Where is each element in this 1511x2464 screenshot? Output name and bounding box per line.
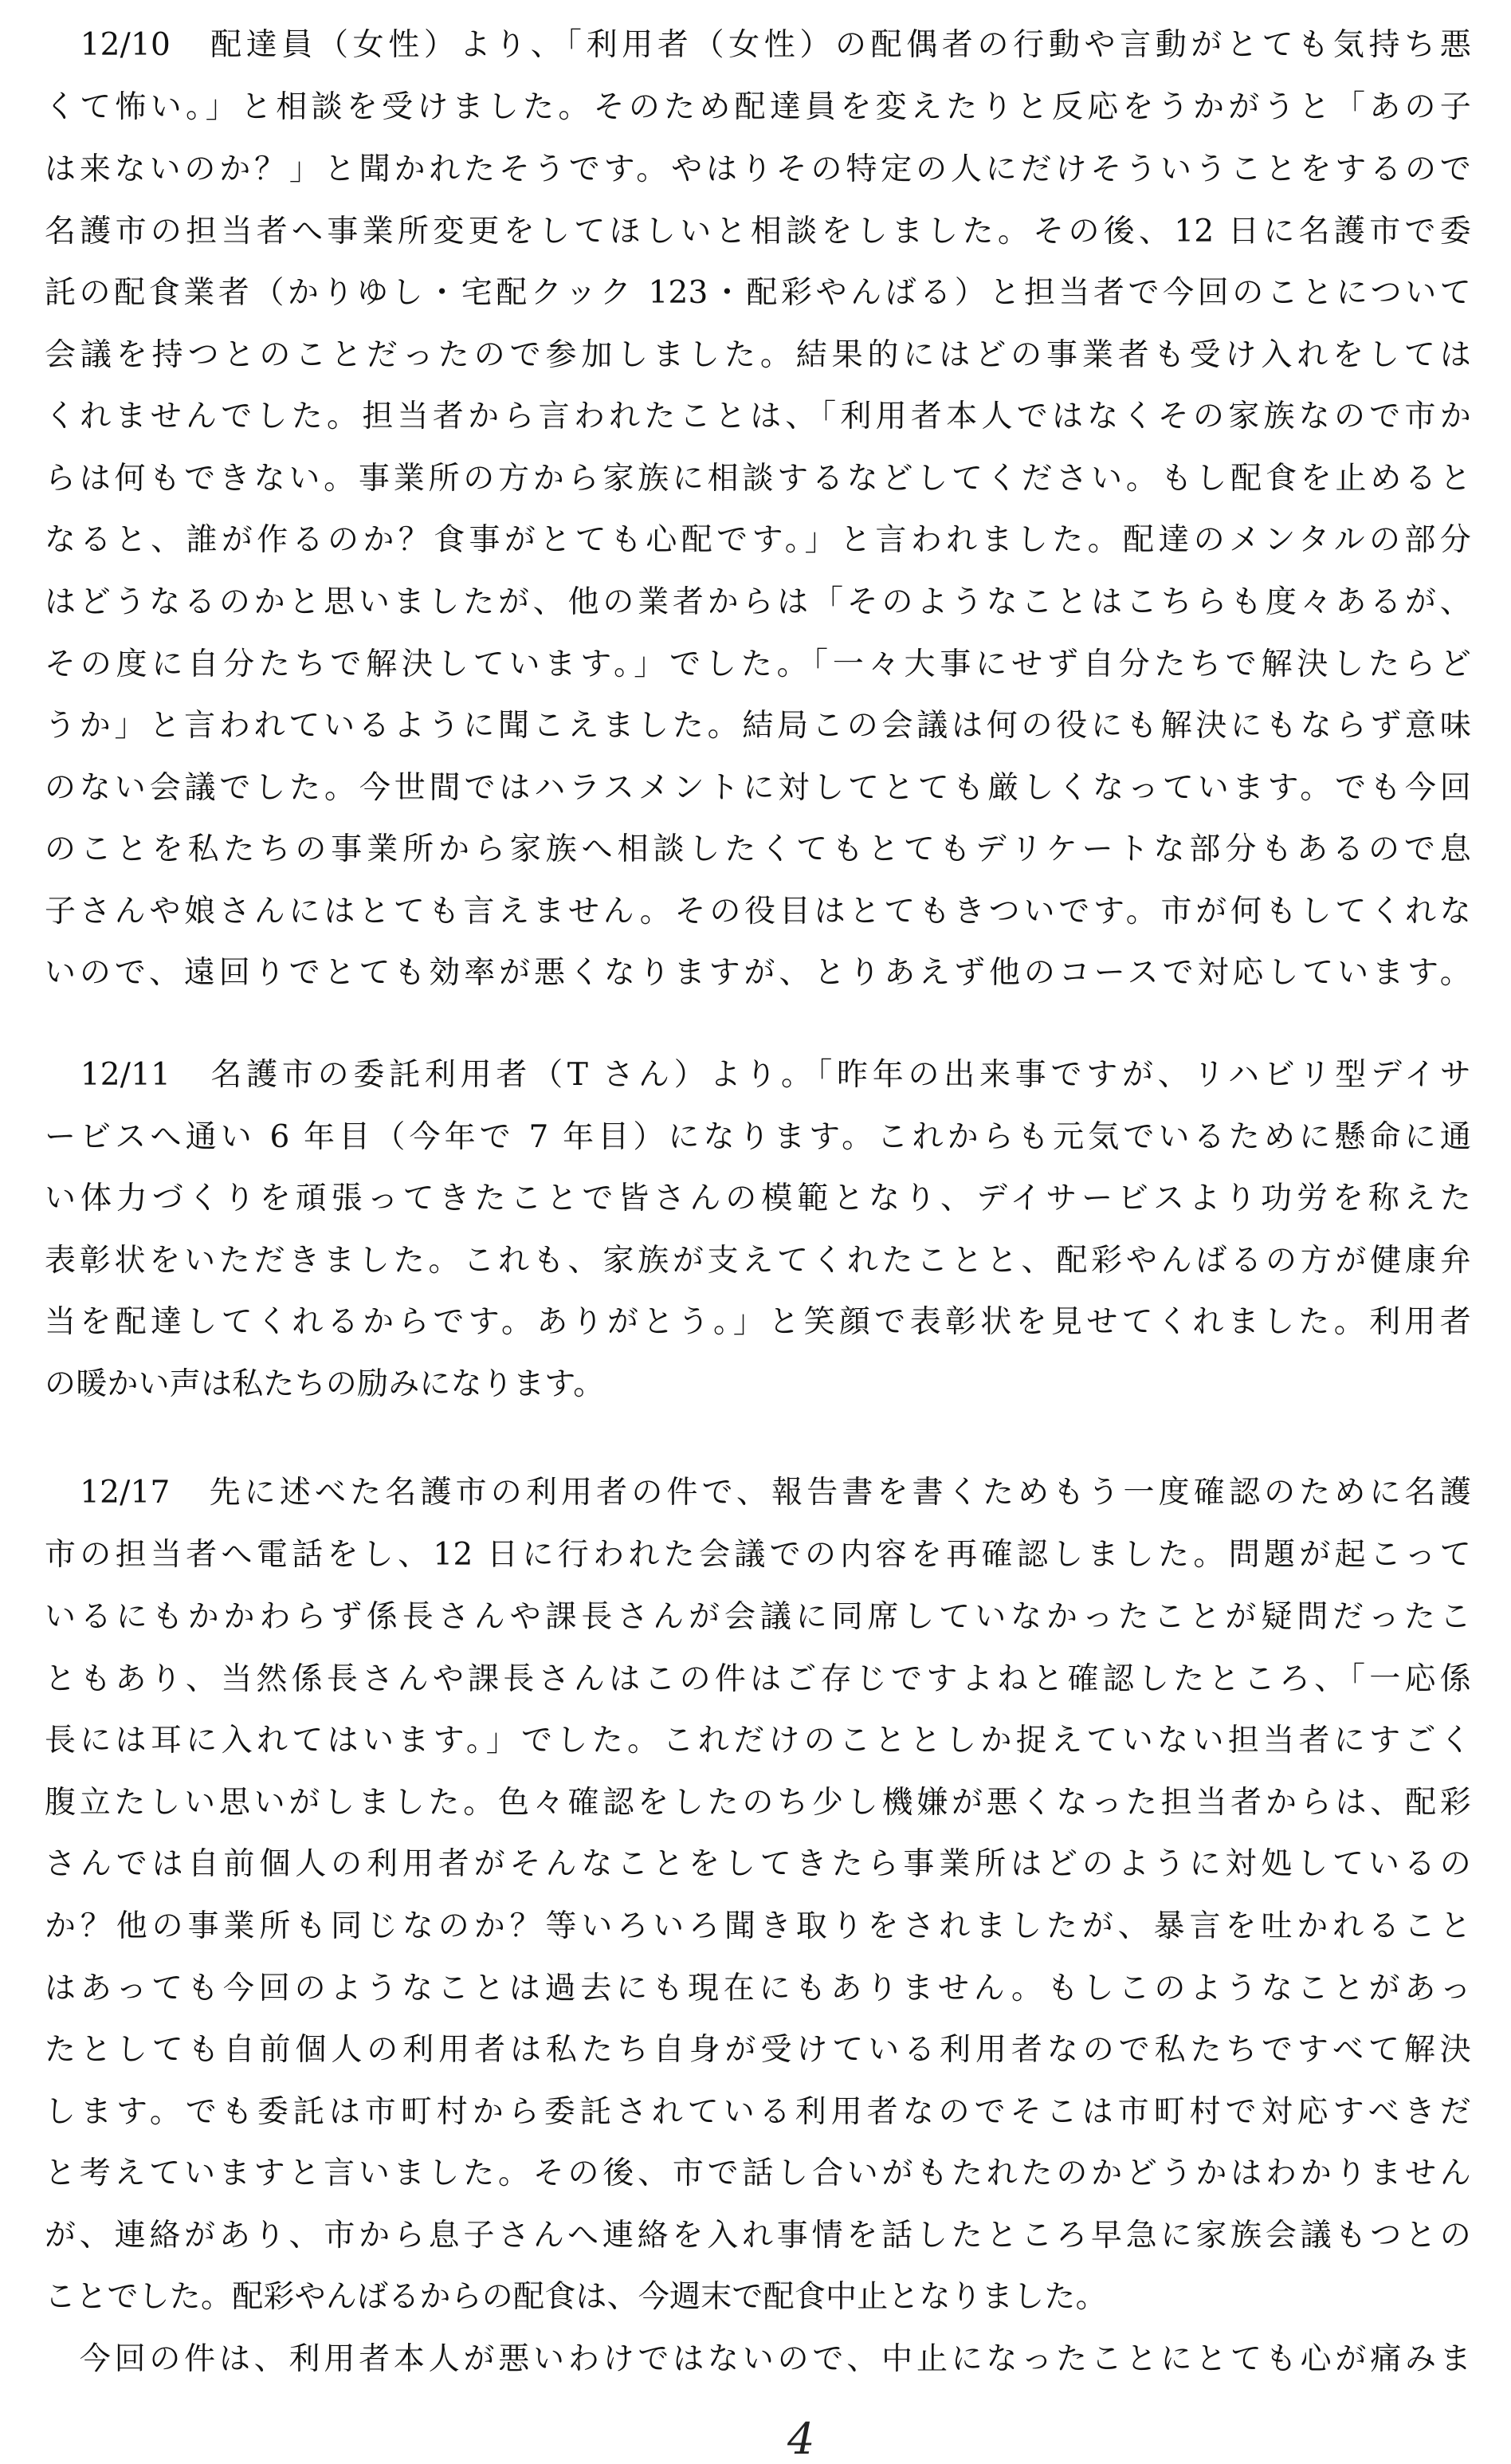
text-line: 会議を持つとのことだったので参加しました。結果的にはどの事業者も受け入れをしては bbox=[45, 337, 1471, 373]
text-line: は来ないのか？」と聞かれたそうです。やはりその特定の人にだけそういうことをするので bbox=[45, 151, 1471, 187]
text-line: 12/10 配達員（女性）より、「利用者（女性）の配偶者の行動や言動がとても気持ち悪 bbox=[45, 27, 1471, 63]
text-line: と考えていますと言いました。その後、市で話し合いがもたれたのかどうかはわかりません bbox=[45, 2156, 1471, 2191]
text-line: が、連絡があり、市から息子さんへ連絡を入れ事情を話したところ早急に家族会議もつとの bbox=[45, 2218, 1471, 2254]
text-line: 長には耳に入れてはいます。」でした。これだけのこととしか捉えていない担当者にすごく bbox=[45, 1723, 1471, 1759]
text-line: ことでした。配彩やんばるからの配食は、今週末で配食中止となりました。 bbox=[45, 2279, 1107, 2315]
text-line: します。でも委託は市町村から委託されている利用者なのでそこは市町村で対応すべきだ bbox=[45, 2094, 1471, 2130]
text-line: 託の配食業者（かりゆし・宅配クック 123・配彩やんばる）と担当者で今回のことについて bbox=[45, 275, 1471, 311]
text-line: うか」と言われているように聞こえました。結局この会議は何の役にも解決にもならず意味 bbox=[45, 708, 1471, 744]
text-line: なると、誰が作るのか？食事がとても心配です。」と言われました。配達のメンタルの部分 bbox=[45, 522, 1471, 558]
text-line: 名護市の担当者へ事業所変更をしてほしいと相談をしました。その後、12 日に名護市で委 bbox=[45, 214, 1471, 250]
text-line: らは何もできない。事業所の方から家族に相談するなどしてください。もし配食を止めると bbox=[45, 461, 1471, 497]
text-line: はあっても今回のようなことは過去にも現在にもありません。もしこのようなことがあっ bbox=[45, 1971, 1471, 2006]
text-line: い体力づくりを頑張ってきたことで皆さんの模範となり、デイサービスより功労を称えた bbox=[45, 1181, 1471, 1216]
page-number: 4 bbox=[787, 2414, 815, 2464]
text-line: いるにもかかわらず係長さんや課長さんが会議に同席していなかったことが疑問だったこ bbox=[45, 1599, 1471, 1635]
text-line: はどうなるのかと思いましたが、他の業者からは「そのようなことはこちらも度々あるが、 bbox=[45, 584, 1471, 620]
text-line: 当を配達してくれるからです。ありがとう。」と笑顔で表彰状を見せてくれました。利用者 bbox=[45, 1304, 1471, 1340]
text-line: 表彰状をいただきました。これも、家族が支えてくれたことと、配彩やんばるの方が健康弁 bbox=[45, 1243, 1471, 1279]
text-line: ービスへ通い 6 年目（今年で 7 年目）になります。これからも元気でいるために懸命に通 bbox=[45, 1119, 1471, 1155]
text-line: ともあり、当然係長さんや課長さんはこの件はご存じですよねと確認したところ、「一応係 bbox=[45, 1661, 1471, 1697]
text-line: くれませんでした。担当者から言われたことは、「利用者本人ではなくその家族なので市か bbox=[45, 399, 1471, 434]
text-line: 12/17 先に述べた名護市の利用者の件で、報告書を書くためもう一度確認のために名護 bbox=[45, 1475, 1471, 1511]
text-line: くて怖い。」と相談を受けました。そのため配達員を変えたりと反応をうかがうと「あの子 bbox=[45, 89, 1471, 125]
text-line: その度に自分たちで解決しています。」でした。「一々大事にせず自分たちで解決したらど bbox=[45, 646, 1471, 682]
text-line: か？他の事業所も同じなのか？等いろいろ聞き取りをされましたが、暴言を吐かれること bbox=[45, 1908, 1471, 1944]
text-line: さんでは自前個人の利用者がそんなことをしてきたら事業所はどのように対処しているの bbox=[45, 1846, 1471, 1882]
text-line: 今回の件は、利用者本人が悪いわけではないので、中止になったことにとても心が痛みま bbox=[45, 2341, 1471, 2377]
text-line: 子さんや娘さんにはとても言えません。その役目はとてもきついです。市が何もしてくれな bbox=[45, 894, 1471, 929]
text-line: 腹立たしい思いがしました。色々確認をしたのち少し機嫌が悪くなった担当者からは、配彩 bbox=[45, 1785, 1471, 1821]
text-line: のない会議でした。今世間ではハラスメントに対してとても厳しくなっています。でも今回 bbox=[45, 770, 1471, 806]
text-line: いので、遠回りでとても効率が悪くなりますが、とりあえず他のコースで対応しています。 bbox=[45, 955, 1471, 991]
text-line: の暖かい声は私たちの励みになります。 bbox=[45, 1366, 605, 1402]
text-line: たとしても自前個人の利用者は私たち自身が受けている利用者なので私たちですべて解決 bbox=[45, 2032, 1471, 2068]
text-line: のことを私たちの事業所から家族へ相談したくてもとてもデリケートな部分もあるので息 bbox=[45, 831, 1471, 867]
text-line: 12/11 名護市の委託利用者（T さん）より。「昨年の出来事ですが、リハビリ型デイサ bbox=[45, 1057, 1471, 1093]
text-line: 市の担当者へ電話をし、12 日に行われた会議での内容を再確認しました。問題が起こって bbox=[45, 1537, 1471, 1573]
